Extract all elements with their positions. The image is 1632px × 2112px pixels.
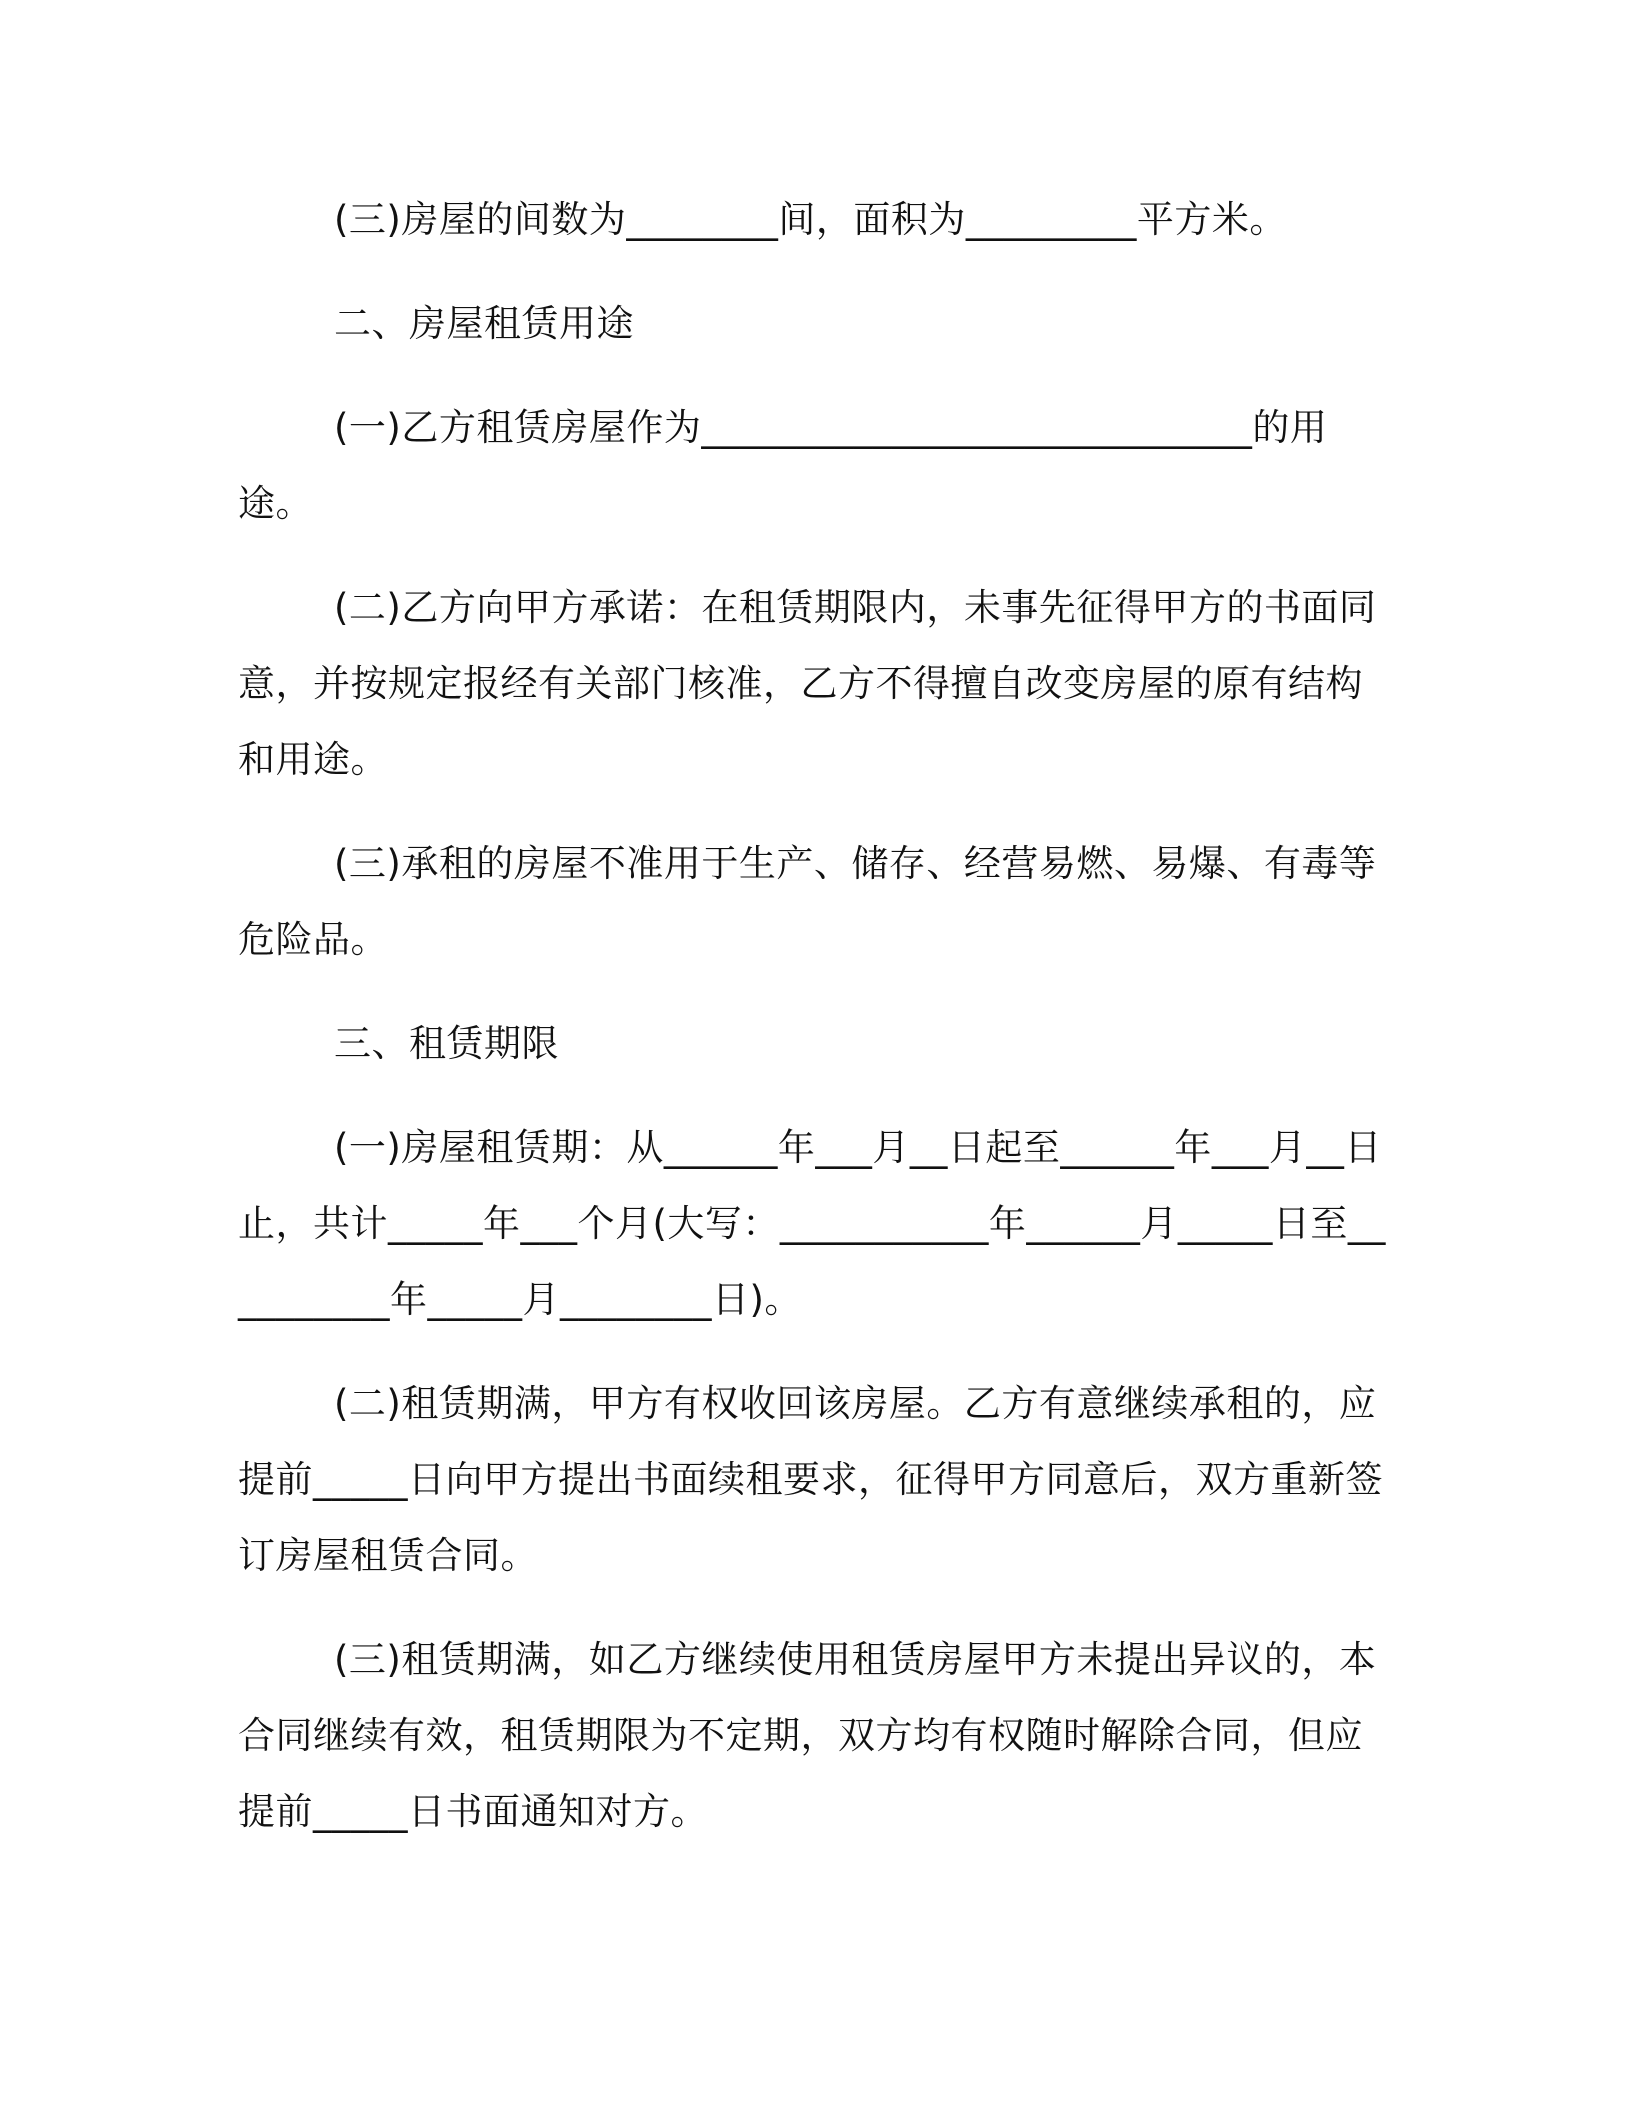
paragraph-term-period: (一)房屋租赁期：从______年___月__日起至______年___月__日止，共计_____年___个月(大写：___________年______月_____日至__________年_____月________日)。 <box>238 1126 1386 1321</box>
section-heading-term: 三、租赁期限 <box>334 1022 559 1065</box>
section-heading-usage: 二、房屋租赁用途 <box>334 302 634 345</box>
paragraph-room-count-area: (三)房屋的间数为________间，面积为_________平方米。 <box>334 198 1287 241</box>
document-body <box>238 182 1398 1878</box>
paragraph-usage-prohibition: (三)承租的房屋不准用于生产、储存、经营易燃、易爆、有毒等危险品。 <box>238 842 1377 961</box>
paragraph-term-continuation: (三)租赁期满，如乙方继续使用租赁房屋甲方未提出异议的，本合同继续有效，租赁期限为不定期，双方均有权随时解除合同，但应提前_____日书面通知对方。 <box>238 1638 1377 1833</box>
paragraph-term-renewal: (二)租赁期满，甲方有权收回该房屋。乙方有意继续承租的，应提前_____日向甲方提出书面续租要求，征得甲方同意后，双方重新签订房屋租赁合同。 <box>238 1382 1383 1577</box>
paragraph-usage-commitment: (二)乙方向甲方承诺：在租赁期限内，未事先征得甲方的书面同意，并按规定报经有关部门核准，乙方不得擅自改变房屋的原有结构和用途。 <box>238 586 1377 781</box>
paragraph-usage-purpose: (一)乙方租赁房屋作为_____________________________的用途。 <box>238 406 1328 525</box>
